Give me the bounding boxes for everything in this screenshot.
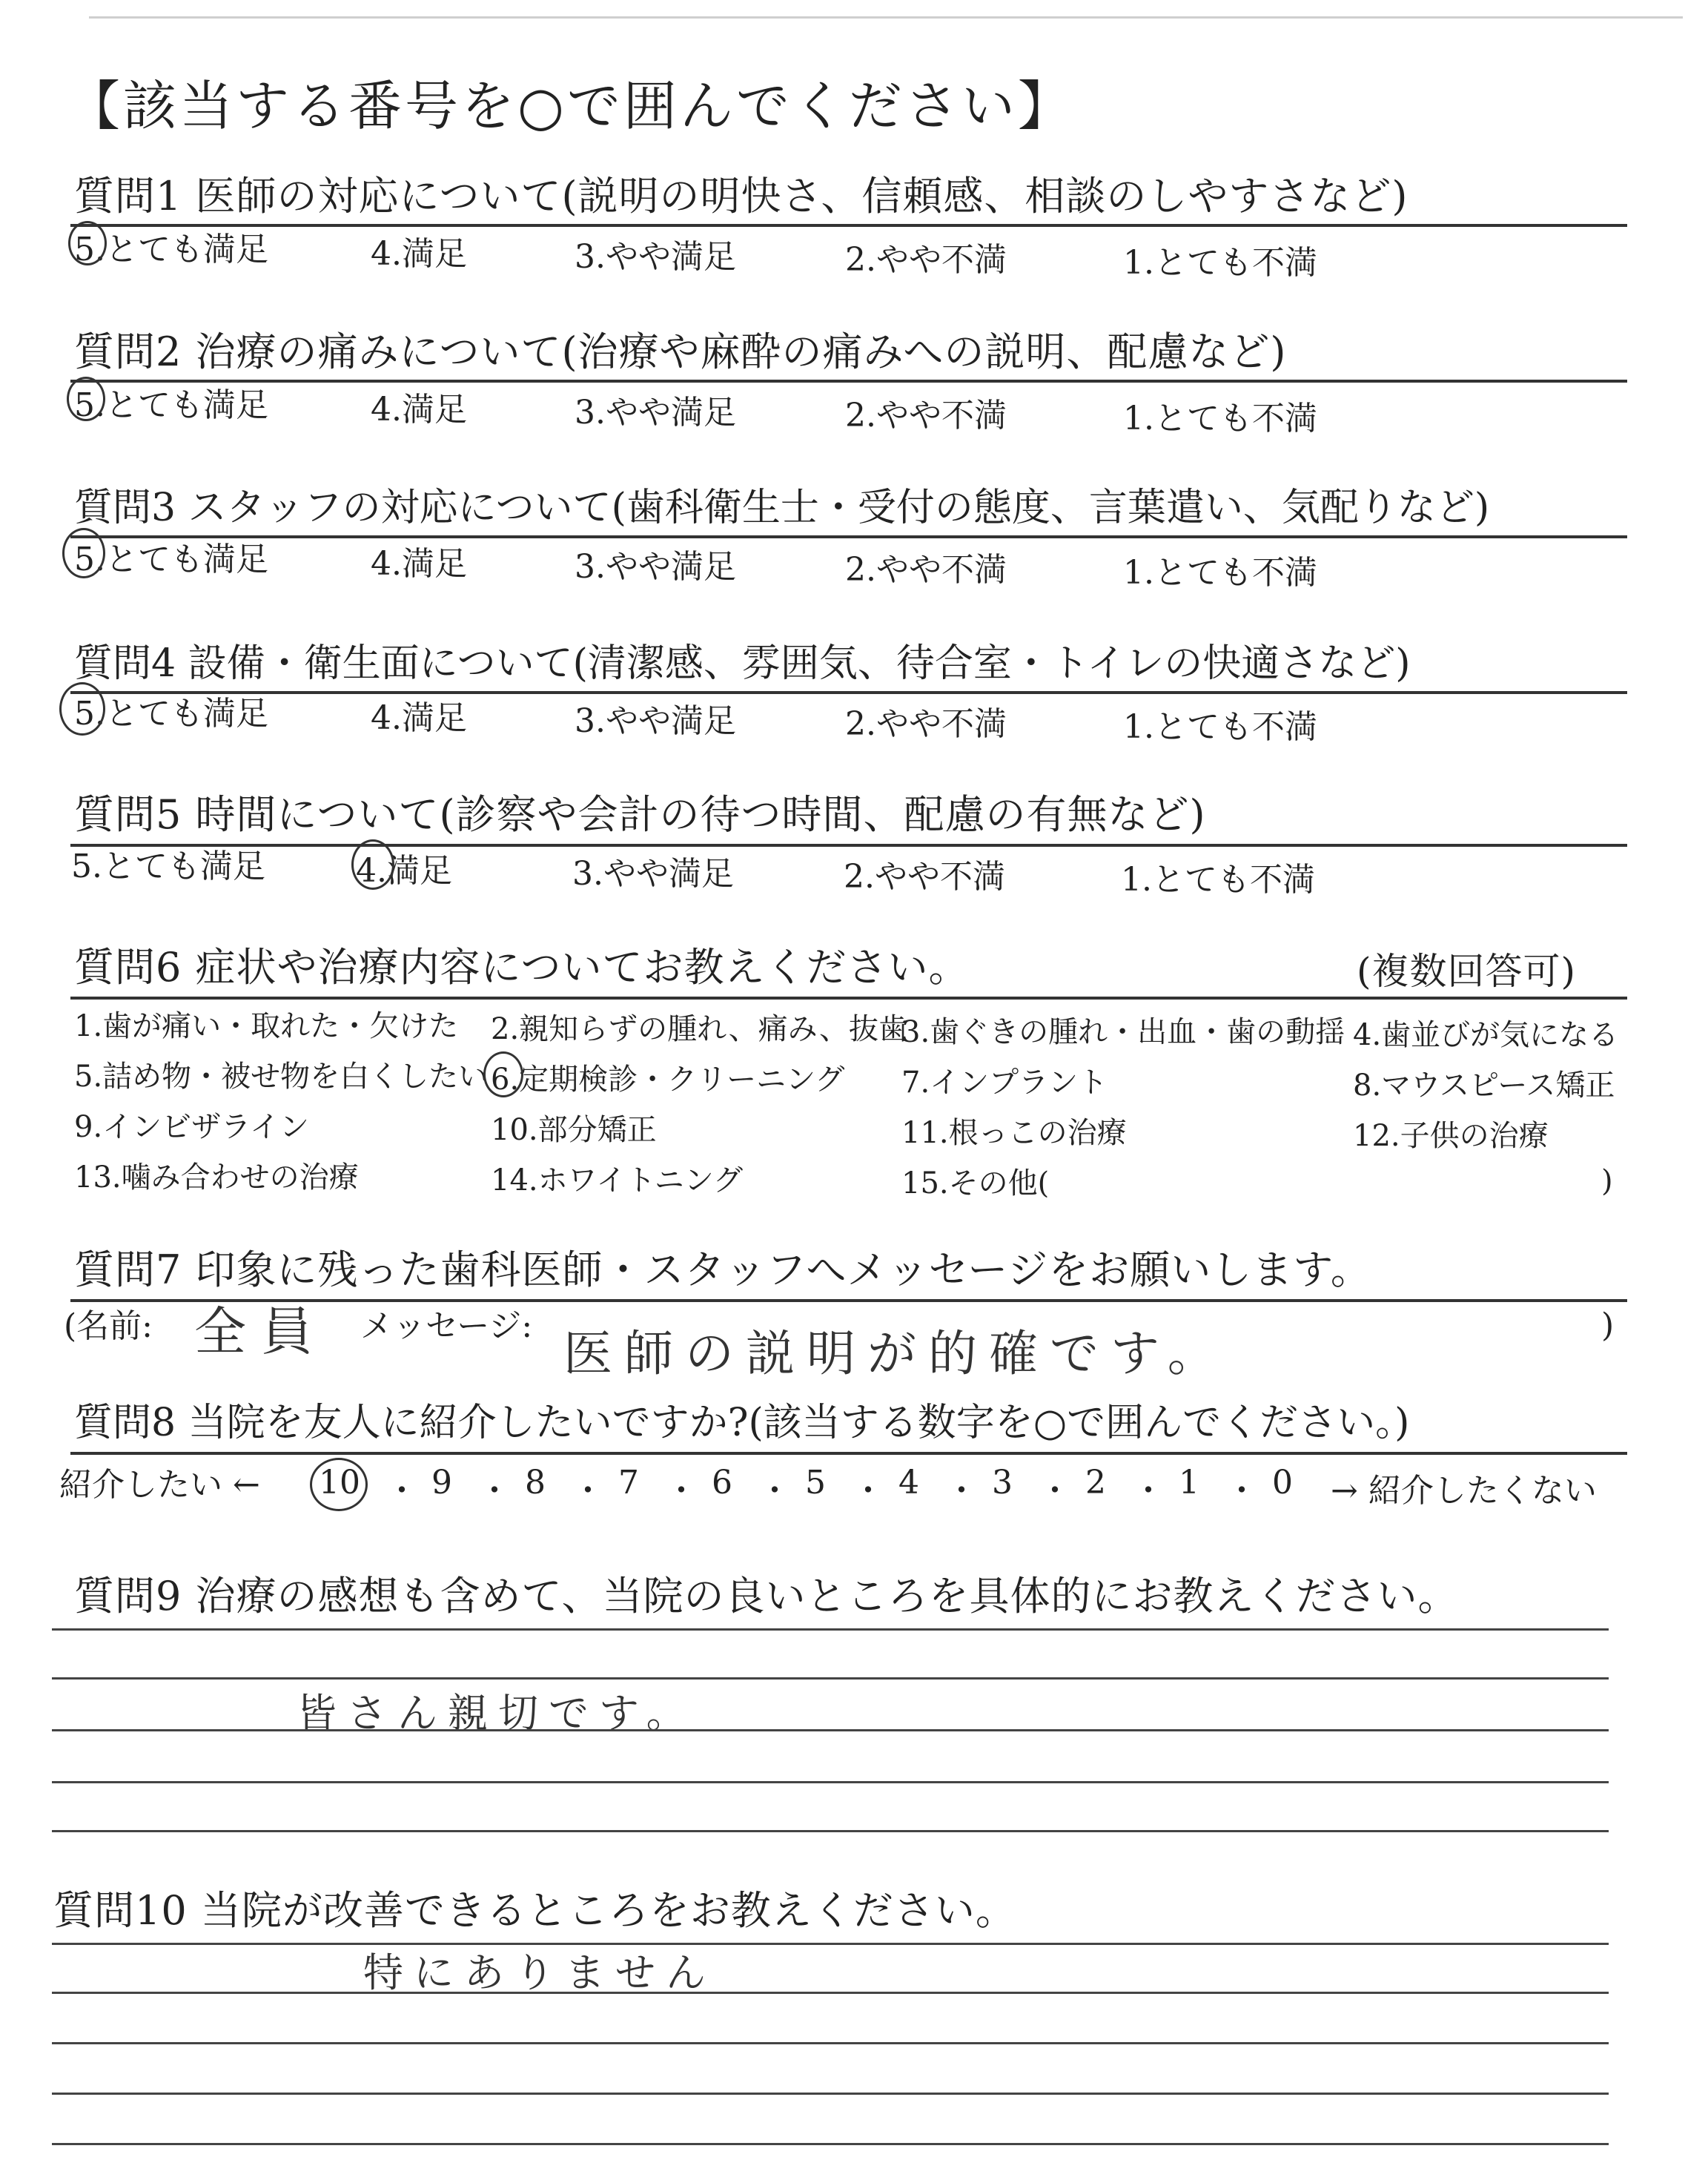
q1-option-2[interactable]: 2.やや不満 <box>845 241 1007 279</box>
q3-option-2[interactable]: 2.やや不満 <box>845 551 1007 589</box>
q9-answer[interactable]: 皆さん親切です。 <box>297 1690 697 1737</box>
question-6-note: (複数回答可) <box>1357 950 1577 993</box>
q8-separator: ・ <box>478 1472 511 1510</box>
q8-separator: ・ <box>665 1472 698 1510</box>
q3-option-4[interactable]: 4.満足 <box>371 545 467 583</box>
q10-answer-line-3 <box>52 2042 1609 2044</box>
q6-option-8[interactable]: 8.マウスピース矯正 <box>1353 1069 1615 1103</box>
q1-selection-circle <box>68 221 107 265</box>
q8-scale-6[interactable]: 6 <box>712 1464 732 1502</box>
question-5-title: 質問5 時間について(診察や会計の待つ時間、配慮の有無など) <box>74 791 1206 838</box>
q10-answer-line-1 <box>52 1943 1609 1945</box>
q6-option-5[interactable]: 5.詰め物・被せ物を白くしたい <box>74 1060 489 1094</box>
q6-option-15-close-paren: ) <box>1601 1164 1613 1198</box>
q10-answer-line-4 <box>52 2093 1609 2095</box>
q5-option-4[interactable]: 4.満足 <box>356 852 452 890</box>
form-title: 【該当する番号を○で囲んでください】 <box>67 75 1074 137</box>
q8-separator: ・ <box>758 1472 791 1510</box>
q4-option-1[interactable]: 1.とても不満 <box>1123 708 1317 746</box>
q8-separator: ・ <box>385 1472 418 1510</box>
q6-option-13[interactable]: 13.噛み合わせの治療 <box>74 1160 359 1195</box>
q1-option-1[interactable]: 1.とても不満 <box>1123 244 1317 282</box>
q2-option-2[interactable]: 2.やや不満 <box>845 397 1007 435</box>
q8-scale-8[interactable]: 8 <box>525 1464 546 1502</box>
q1-option-4[interactable]: 4.満足 <box>371 235 467 273</box>
q5-selection-circle <box>351 839 394 890</box>
q8-scale-2[interactable]: 2 <box>1085 1464 1106 1502</box>
q4-option-3[interactable]: 3.やや満足 <box>575 702 736 740</box>
question-5-rule <box>70 844 1627 847</box>
q2-selection-circle <box>67 377 105 421</box>
q4-option-2[interactable]: 2.やや不満 <box>845 705 1007 743</box>
q8-selection-circle <box>310 1458 368 1511</box>
q6-option-2[interactable]: 2.親知らずの腫れ、痛み、抜歯 <box>491 1012 908 1046</box>
question-4-rule <box>70 691 1627 694</box>
q7-message-label: メッセージ: <box>360 1307 533 1345</box>
q9-answer-line-3 <box>52 1729 1609 1731</box>
q8-separator: ・ <box>572 1472 604 1510</box>
q5-option-3[interactable]: 3.やや満足 <box>572 855 734 893</box>
q9-answer-line-2 <box>52 1677 1609 1680</box>
q8-separator: ・ <box>1225 1472 1258 1510</box>
q2-option-5[interactable]: 5.とても満足 <box>74 386 268 424</box>
q8-separator: ・ <box>1039 1472 1071 1510</box>
q4-option-5[interactable]: 5.とても満足 <box>74 695 268 733</box>
q8-separator: ・ <box>945 1472 978 1510</box>
q1-option-3[interactable]: 3.やや満足 <box>575 238 736 276</box>
question-8-title: 質問8 当院を友人に紹介したいですか?(該当する数字を○で囲んでください。) <box>74 1401 1410 1445</box>
top-edge-line <box>89 16 1683 19</box>
q7-name-value[interactable]: 全員 <box>194 1301 328 1362</box>
q6-option-10[interactable]: 10.部分矯正 <box>491 1113 657 1147</box>
q5-option-2[interactable]: 2.やや不満 <box>844 858 1005 896</box>
q8-separator: ・ <box>1132 1472 1165 1510</box>
q10-answer-line-5 <box>52 2143 1609 2145</box>
question-6-title: 質問6 症状や治療内容についてお教えください。 <box>74 944 970 991</box>
question-3-title: 質問3 スタッフの対応について(歯科衛生士・受付の態度、言葉遣い、気配りなど) <box>74 486 1490 530</box>
q4-option-4[interactable]: 4.満足 <box>371 699 467 737</box>
question-2-rule <box>70 380 1627 383</box>
question-3-rule <box>70 535 1627 538</box>
q8-left-label: 紹介したい ← <box>59 1466 260 1504</box>
q9-answer-line-5 <box>52 1830 1609 1832</box>
q8-scale-3[interactable]: 3 <box>992 1464 1013 1502</box>
q6-option-9[interactable]: 9.インビザライン <box>74 1110 309 1144</box>
q1-option-5[interactable]: 5.とても満足 <box>74 231 268 268</box>
q8-separator: ・ <box>852 1472 884 1510</box>
q10-answer-line-2 <box>52 1992 1609 1994</box>
q2-option-1[interactable]: 1.とても不満 <box>1123 400 1317 437</box>
q8-scale-5[interactable]: 5 <box>805 1464 826 1502</box>
q8-scale-7[interactable]: 7 <box>618 1464 639 1502</box>
q6-option-12[interactable]: 12.子供の治療 <box>1353 1119 1549 1153</box>
q8-scale-10[interactable]: 10 <box>319 1464 360 1502</box>
q4-selection-circle <box>59 682 105 736</box>
q3-selection-circle <box>62 528 105 578</box>
q8-right-label: → 紹介したくない <box>1331 1472 1597 1510</box>
q2-option-3[interactable]: 3.やや満足 <box>575 394 736 432</box>
question-1-rule <box>70 224 1627 227</box>
q8-scale-4[interactable]: 4 <box>898 1464 919 1502</box>
q7-name-label: (名前: <box>64 1307 153 1345</box>
q6-option-1[interactable]: 1.歯が痛い・取れた・欠けた <box>74 1009 459 1043</box>
q9-answer-line-4 <box>52 1781 1609 1783</box>
q10-answer[interactable]: 特にありません <box>363 1949 716 1996</box>
question-6-rule <box>70 997 1627 1000</box>
q3-option-5[interactable]: 5.とても満足 <box>74 541 268 578</box>
q6-selection-circle <box>483 1051 523 1097</box>
q6-option-4[interactable]: 4.歯並びが気になる <box>1353 1018 1619 1052</box>
q6-option-6[interactable]: 6.定期検診・クリーニング <box>491 1063 845 1097</box>
q2-option-4[interactable]: 4.満足 <box>371 391 467 429</box>
question-8-rule <box>70 1452 1627 1455</box>
q7-close-paren: ) <box>1601 1307 1615 1344</box>
q3-option-1[interactable]: 1.とても不満 <box>1123 554 1317 592</box>
q6-option-15[interactable]: 15.その他( <box>901 1166 1050 1200</box>
q8-scale-1[interactable]: 1 <box>1179 1464 1199 1502</box>
question-1-title: 質問1 医師の対応について(説明の明快さ、信頼感、相談のしやすさなど) <box>74 173 1409 219</box>
question-9-title: 質問9 治療の感想も含めて、当院の良いところを具体的にお教えください。 <box>74 1573 1459 1619</box>
question-2-title: 質問2 治療の痛みについて(治療や麻酔の痛みへの説明、配慮など) <box>74 328 1287 375</box>
q7-message-value[interactable]: 医師の説明が的確です。 <box>563 1325 1228 1382</box>
q6-option-14[interactable]: 14.ホワイトニング <box>491 1163 744 1198</box>
q3-option-3[interactable]: 3.やや満足 <box>575 548 736 586</box>
q9-answer-line-1 <box>52 1628 1609 1631</box>
question-10-title: 質問10 当院が改善できるところをお教えください。 <box>53 1887 1016 1934</box>
q5-option-1[interactable]: 1.とても不満 <box>1121 861 1315 899</box>
q5-option-5[interactable]: 5.とても満足 <box>71 848 265 885</box>
q8-scale-9[interactable]: 9 <box>431 1464 452 1502</box>
q6-option-11[interactable]: 11.根っこの治療 <box>901 1116 1127 1150</box>
q6-option-7[interactable]: 7.インプラント <box>901 1066 1108 1100</box>
q6-option-3[interactable]: 3.歯ぐきの腫れ・出血・歯の動揺 <box>901 1015 1345 1049</box>
q8-scale-0[interactable]: 0 <box>1272 1464 1293 1502</box>
question-4-title: 質問4 設備・衛生面について(清潔感、雰囲気、待合室・トイレの快適さなど) <box>74 641 1411 686</box>
question-7-title: 質問7 印象に残った歯科医師・スタッフへメッセージをお願いします。 <box>74 1246 1371 1293</box>
